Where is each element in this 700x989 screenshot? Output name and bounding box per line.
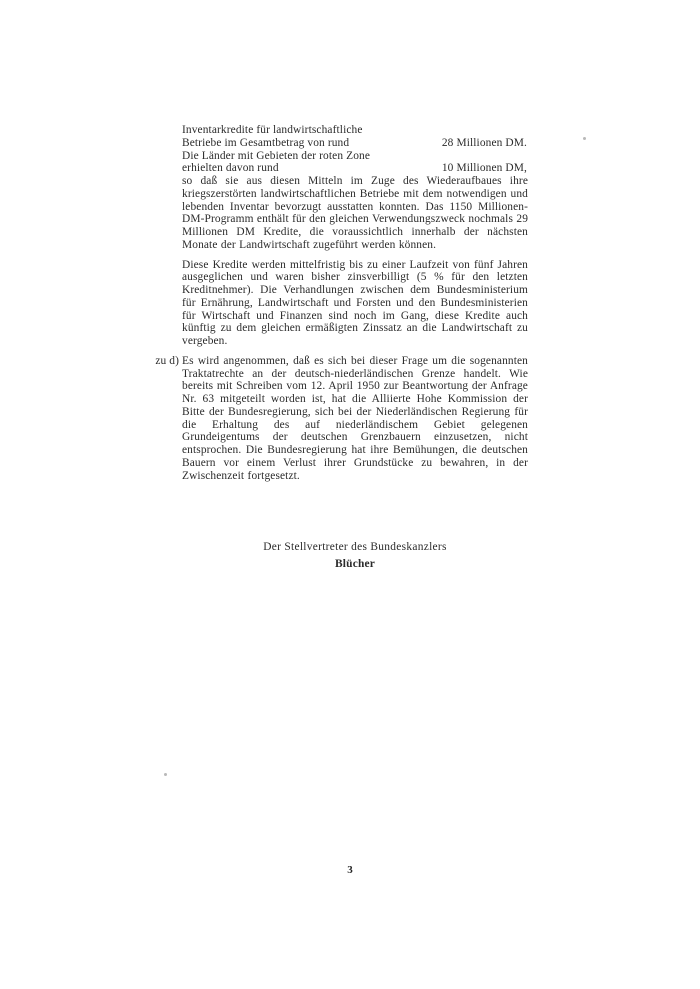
- amount-value: 10 Millionen DM,: [441, 162, 527, 175]
- amount-label-line: Die Länder mit Gebieten der roten Zone: [182, 149, 371, 162]
- list-item-text: Es wird angenommen, daß es sich bei dieser Frage um die sogenannten Traktatrechte an der deutsch-niederländischen Grenze handelt. Wie bereits mit Schreiben vom 12. April 1950 zur Beantwortung der Anfrage Nr. 63 mitgeteilt worden ist, hat die Alliierte Hohe Kommission der Bitte der Bundesregierung, sich bei der Niederländischen Regierung für die Erhaltung des auf niederländischem Gebiet gelegenen Grundeigentums der deutschen Grenzbauern einzusetzen, nicht entsprochen. Die Bundesregierung hat ihre Bemühungen, die deutschen Bauern vor einem Verlust ihrer Grundstücke zu bewahren, in der Zwischenzeit fortgesetzt.: [182, 354, 528, 482]
- amount-row: [182, 137, 528, 150]
- document-body: [145, 124, 528, 482]
- amount-label-line: Inventarkredite für landwirtschaftliche: [182, 124, 363, 136]
- list-item: [145, 355, 528, 483]
- amount-value: 28 Millionen DM.: [441, 136, 527, 149]
- signature-role: Der Stellvertreter des Bundeskanzlers: [263, 541, 447, 553]
- scan-speck: [164, 773, 167, 776]
- signature-name: Blücher: [335, 558, 375, 570]
- amount-entry: [182, 150, 528, 176]
- signature-block: [182, 540, 528, 572]
- amount-label-line: erhielten davon rund: [182, 162, 279, 175]
- body-paragraph: Diese Kredite werden mittelfristig bis zu einer Laufzeit von fünf Jahren ausgeglichen und waren bisher zinsverbilligt (5 % für den letzten Kreditnehmer). Die Verhandlungen zwischen dem Bundesministerium für Ernährung, Landwirtschaft und Forsten und den Bundesministerien für Wirtschaft und Finanzen sind noch im Gang, diese Kredite auch künftig zu dem gleichen ermäßigten Zinssatz an die Landwirtschaft zu vergeben.: [182, 258, 528, 347]
- paragraph-spacer: [145, 252, 528, 259]
- amount-label-line: Betriebe im Gesamtbetrag von rund: [182, 136, 350, 149]
- body-paragraph: so daß sie aus diesen Mitteln im Zuge des Wiederaufbaues ihre kriegszerstörten landwirtschaftlichen Betriebe mit dem notwendigen und lebenden Inventar bevorzugt ausstatten konnten. Das 1150 Millionen-DM-Programm enthält für den gleichen Verwendungszweck nochmals 29 Millionen DM Kredite, die voraussichtlich innerhalb der nächsten Monate der Landwirtschaft zugeführt werden können.: [182, 175, 529, 251]
- paragraph-spacer: [145, 348, 528, 355]
- page-number: 3: [347, 864, 353, 876]
- scan-speck: [583, 137, 586, 140]
- amount-entry: [182, 124, 528, 150]
- amount-row: [182, 162, 528, 175]
- list-item-marker: zu d): [155, 354, 179, 367]
